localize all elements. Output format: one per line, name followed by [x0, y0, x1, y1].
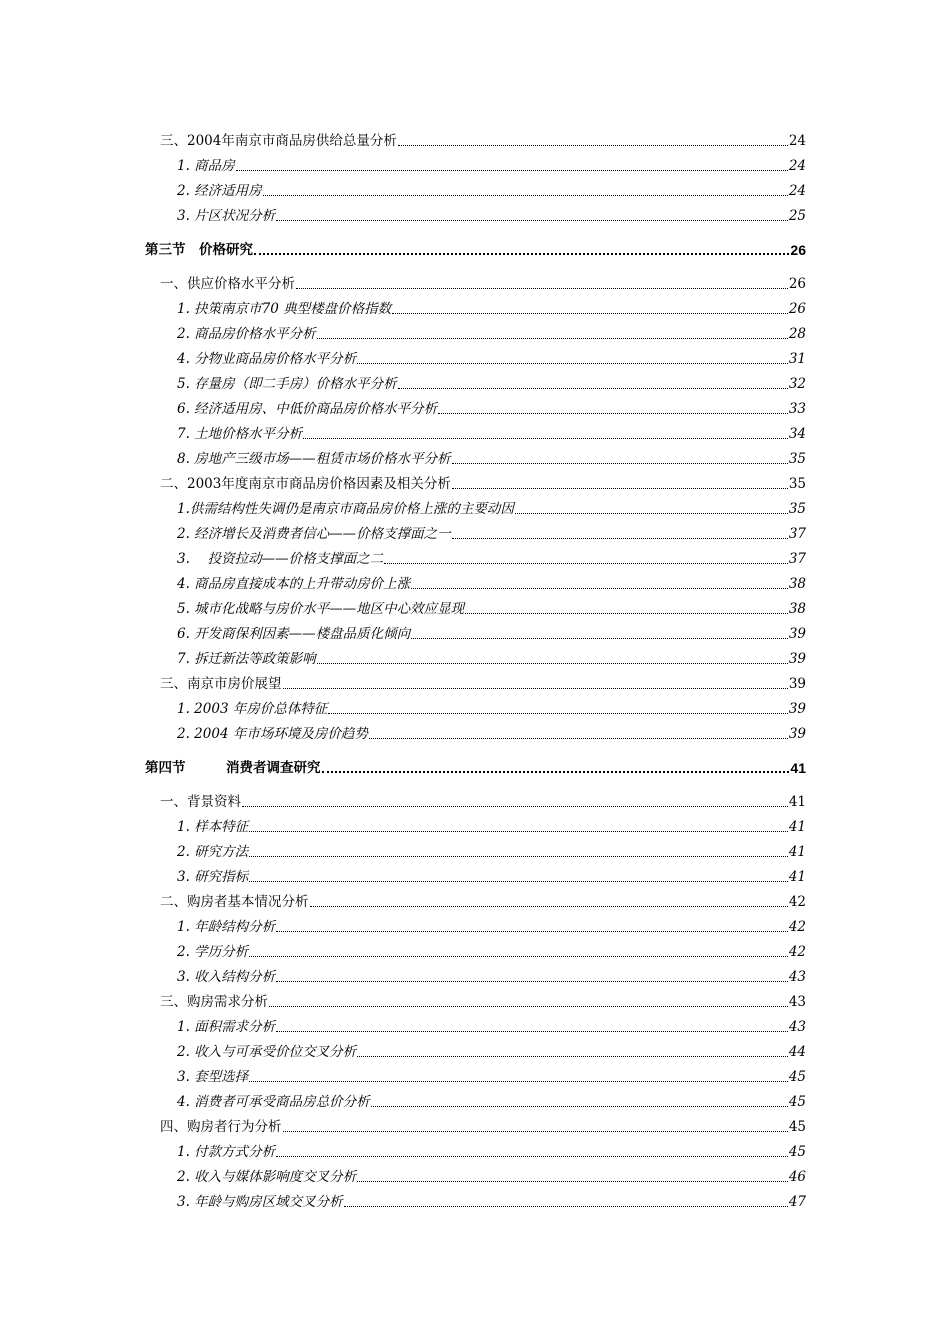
toc-entry-page-number: 46 — [788, 1169, 806, 1185]
toc-entry[interactable] — [145, 988, 806, 1010]
toc-entry-page-number: 41 — [788, 794, 806, 810]
toc-entry-title: 3. 套型选择 — [177, 1069, 249, 1085]
dot-leader — [411, 588, 788, 589]
toc-entry[interactable] — [145, 420, 806, 442]
toc-entry[interactable] — [145, 888, 806, 910]
toc-entry-page-number: 33 — [788, 401, 806, 417]
toc-entry-page-number: 25 — [788, 208, 806, 224]
dot-leader — [411, 638, 788, 639]
dot-leader — [369, 738, 788, 739]
toc-entry-title: 2. 收入与可承受价位交叉分析 — [177, 1044, 357, 1060]
toc-entry[interactable] — [145, 720, 806, 742]
dot-leader — [276, 220, 788, 221]
toc-entry-page-number: 24 — [788, 158, 806, 174]
toc-entry-page-number: 39 — [788, 726, 806, 742]
toc-entry-page-number: 39 — [788, 651, 806, 667]
toc-entry[interactable] — [145, 1188, 806, 1210]
toc-entry-title: 3. 收入结构分析 — [177, 969, 276, 985]
toc-entry-page-number: 26 — [790, 242, 806, 258]
toc-entry-title: 3. 年龄与购房区域交叉分析 — [177, 1194, 343, 1210]
toc-entry-title: 第四节 消费者调查研究 — [145, 760, 321, 776]
dot-leader — [249, 881, 788, 882]
toc-entry[interactable] — [145, 270, 806, 292]
dot-leader — [317, 663, 788, 664]
toc-entry-title: 1. 面积需求分析 — [177, 1019, 276, 1035]
toc-entry-title: 2. 学历分析 — [177, 944, 249, 960]
toc-entry-page-number: 37 — [788, 526, 806, 542]
toc-entry-title: 1. 2003 年房价总体特征 — [177, 701, 328, 717]
dot-leader — [465, 613, 788, 614]
toc-entry-title: 7. 土地价格水平分析 — [177, 426, 303, 442]
dot-leader — [452, 538, 788, 539]
toc-entry-title: 2. 收入与媒体影响度交叉分析 — [177, 1169, 357, 1185]
toc-entry-page-number: 38 — [788, 576, 806, 592]
dot-leader — [452, 488, 788, 489]
toc-entry-page-number: 43 — [788, 994, 806, 1010]
toc-entry[interactable] — [145, 370, 806, 392]
toc-entry-page-number: 42 — [788, 919, 806, 935]
toc-entry-title: 5. 存量房（即二手房）价格水平分析 — [177, 376, 397, 392]
toc-entry-page-number: 41 — [790, 760, 806, 776]
dot-leader — [283, 1131, 788, 1132]
dot-leader — [384, 563, 788, 564]
dot-leader — [236, 170, 788, 171]
toc-entry[interactable] — [145, 913, 806, 935]
toc-entry-title: 2. 2004 年市场环境及房价趋势 — [177, 726, 368, 742]
toc-entry-title: 1. 付款方式分析 — [177, 1144, 276, 1160]
dot-leader — [276, 1156, 788, 1157]
dot-leader — [296, 288, 788, 289]
toc-entry[interactable] — [145, 177, 806, 199]
dot-leader — [357, 1181, 788, 1182]
dot-leader — [269, 1006, 788, 1007]
toc-entry[interactable] — [145, 1038, 806, 1060]
toc-entry-title: 2. 经济适用房 — [177, 183, 262, 199]
toc-entry-title: 1.供需结构性失调仍是南京市商品房价格上涨的主要动因 — [177, 501, 514, 517]
dot-leader — [371, 1106, 788, 1107]
dot-leader — [452, 463, 788, 464]
toc-entry[interactable] — [145, 695, 806, 717]
toc-entry-page-number: 31 — [788, 351, 806, 367]
toc-entry-title: 一、供应价格水平分析 — [160, 276, 295, 292]
toc-entry-title: 1. 年龄结构分析 — [177, 919, 276, 935]
toc-entry[interactable] — [145, 1063, 806, 1085]
dot-leader — [249, 856, 788, 857]
dot-leader — [276, 981, 788, 982]
toc-entry-title: 8. 房地产三级市场——租赁市场价格水平分析 — [177, 451, 451, 467]
toc-entry-page-number: 43 — [788, 969, 806, 985]
toc-entry[interactable] — [145, 127, 806, 149]
toc-entry-title: 2. 研究方法 — [177, 844, 249, 860]
toc-entry-page-number: 42 — [788, 944, 806, 960]
toc-entry[interactable] — [145, 1163, 806, 1185]
toc-entry-title: 3. 研究指标 — [177, 869, 249, 885]
toc-entry-title: 四、购房者行为分析 — [160, 1119, 282, 1135]
toc-entry[interactable] — [145, 788, 806, 810]
toc-entry-page-number: 24 — [788, 183, 806, 199]
toc-entry[interactable] — [145, 495, 806, 517]
toc-entry-page-number: 37 — [788, 551, 806, 567]
toc-entry-page-number: 24 — [788, 133, 806, 149]
toc-entry-page-number: 38 — [788, 601, 806, 617]
toc-entry-title: 一、背景资料 — [160, 794, 241, 810]
dot-leader — [283, 688, 788, 689]
toc-entry-page-number: 45 — [788, 1069, 806, 1085]
toc-entry-page-number: 45 — [788, 1094, 806, 1110]
toc-entry[interactable] — [145, 1013, 806, 1035]
toc-entry[interactable] — [145, 570, 806, 592]
toc-entry-title: 4. 商品房直接成本的上升带动房价上涨 — [177, 576, 411, 592]
toc-entry-page-number: 41 — [788, 844, 806, 860]
toc-entry-page-number: 39 — [788, 701, 806, 717]
toc-entry-page-number: 26 — [788, 301, 806, 317]
toc-entry-page-number: 44 — [788, 1044, 806, 1060]
toc-entry-title: 2. 经济增长及消费者信心——价格支撑面之一 — [177, 526, 451, 542]
dot-leader — [398, 388, 788, 389]
toc-entry-page-number: 45 — [788, 1144, 806, 1160]
toc-entry[interactable] — [145, 152, 806, 174]
toc-entry-page-number: 39 — [788, 626, 806, 642]
toc-entry[interactable] — [145, 545, 806, 567]
toc-entry-page-number: 41 — [788, 869, 806, 885]
toc-entry[interactable] — [145, 645, 806, 667]
dot-leader — [438, 413, 788, 414]
dot-leader — [317, 338, 788, 339]
toc-entry[interactable] — [145, 670, 806, 692]
dot-leader — [276, 1031, 788, 1032]
toc-entry[interactable] — [145, 470, 806, 492]
toc-entry[interactable] — [145, 202, 806, 224]
toc-entry-page-number: 45 — [788, 1119, 806, 1135]
toc-entry-title: 4. 分物业商品房价格水平分析 — [177, 351, 357, 367]
toc-entry[interactable] — [145, 838, 806, 860]
toc-entry-page-number: 42 — [788, 894, 806, 910]
dot-leader — [249, 1081, 788, 1082]
dot-leader — [357, 1056, 788, 1057]
toc-entry-title: 二、购房者基本情况分析 — [160, 894, 309, 910]
toc-entry[interactable] — [145, 1088, 806, 1110]
toc-entry-title: 三、2004年南京市商品房供给总量分析 — [160, 133, 397, 149]
toc-entry-title: 1. 抉策南京市70 典型楼盘价格指数 — [177, 301, 392, 317]
toc-entry[interactable] — [145, 395, 806, 417]
toc-entry-page-number: 35 — [788, 501, 806, 517]
dot-leader — [263, 195, 788, 196]
toc-section-entry[interactable] — [145, 754, 806, 776]
toc-entry-title: 2. 商品房价格水平分析 — [177, 326, 316, 342]
dot-leader — [276, 931, 788, 932]
toc-entry-title: 7. 拆迁新法等政策影响 — [177, 651, 316, 667]
toc-entry[interactable] — [145, 345, 806, 367]
dot-leader — [322, 771, 790, 773]
toc-entry-page-number: 39 — [788, 676, 806, 692]
dot-leader — [249, 956, 788, 957]
toc-entry[interactable] — [145, 1138, 806, 1160]
toc-entry-title: 6. 开发商保利因素——楼盘品质化倾向 — [177, 626, 411, 642]
toc-entry-title: 三、南京市房价展望 — [160, 676, 282, 692]
toc-entry-title: 1. 商品房 — [177, 158, 235, 174]
toc-entry[interactable] — [145, 620, 806, 642]
toc-entry-title: 4. 消费者可承受商品房总价分析 — [177, 1094, 370, 1110]
toc-entry-page-number: 43 — [788, 1019, 806, 1035]
toc-entry-page-number: 34 — [788, 426, 806, 442]
toc-entry[interactable] — [145, 963, 806, 985]
toc-section-entry[interactable] — [145, 236, 806, 258]
toc-entry-page-number: 28 — [788, 326, 806, 342]
toc-entry-page-number: 41 — [788, 819, 806, 835]
toc-entry[interactable] — [145, 295, 806, 317]
dot-leader — [357, 363, 788, 364]
toc-entry[interactable] — [145, 520, 806, 542]
dot-leader — [310, 906, 788, 907]
toc-entry-page-number: 32 — [788, 376, 806, 392]
toc-entry-title: 6. 经济适用房、中低价商品房价格水平分析 — [177, 401, 438, 417]
toc-entry[interactable] — [145, 938, 806, 960]
dot-leader — [328, 713, 787, 714]
toc-entry[interactable] — [145, 445, 806, 467]
toc-entry-page-number: 47 — [788, 1194, 806, 1210]
dot-leader — [515, 513, 788, 514]
dot-leader — [398, 145, 788, 146]
toc-entry-page-number: 35 — [788, 476, 806, 492]
toc-entry[interactable] — [145, 595, 806, 617]
toc-entry-title: 三、购房需求分析 — [160, 994, 268, 1010]
toc-entry-title: 二、2003年度南京市商品房价格因素及相关分析 — [160, 476, 451, 492]
dot-leader — [249, 831, 788, 832]
toc-entry[interactable] — [145, 863, 806, 885]
toc-entry-title: 3. 投资拉动——价格支撑面之二 — [177, 551, 384, 567]
dot-leader — [254, 253, 789, 255]
dot-leader — [344, 1206, 788, 1207]
dot-leader — [303, 438, 788, 439]
toc-entry[interactable] — [145, 320, 806, 342]
toc-entry[interactable] — [145, 813, 806, 835]
toc-entry-title: 1. 样本特征 — [177, 819, 249, 835]
toc-entry-title: 3. 片区状况分析 — [177, 208, 276, 224]
dot-leader — [392, 313, 788, 314]
toc-entry-page-number: 26 — [788, 276, 806, 292]
dot-leader — [242, 806, 788, 807]
toc-entry-page-number: 35 — [788, 451, 806, 467]
toc-entry-title: 第三节 价格研究 — [145, 242, 253, 258]
toc-entry-title: 5. 城市化战略与房价水平——地区中心效应显现 — [177, 601, 465, 617]
toc-entry[interactable] — [145, 1113, 806, 1135]
